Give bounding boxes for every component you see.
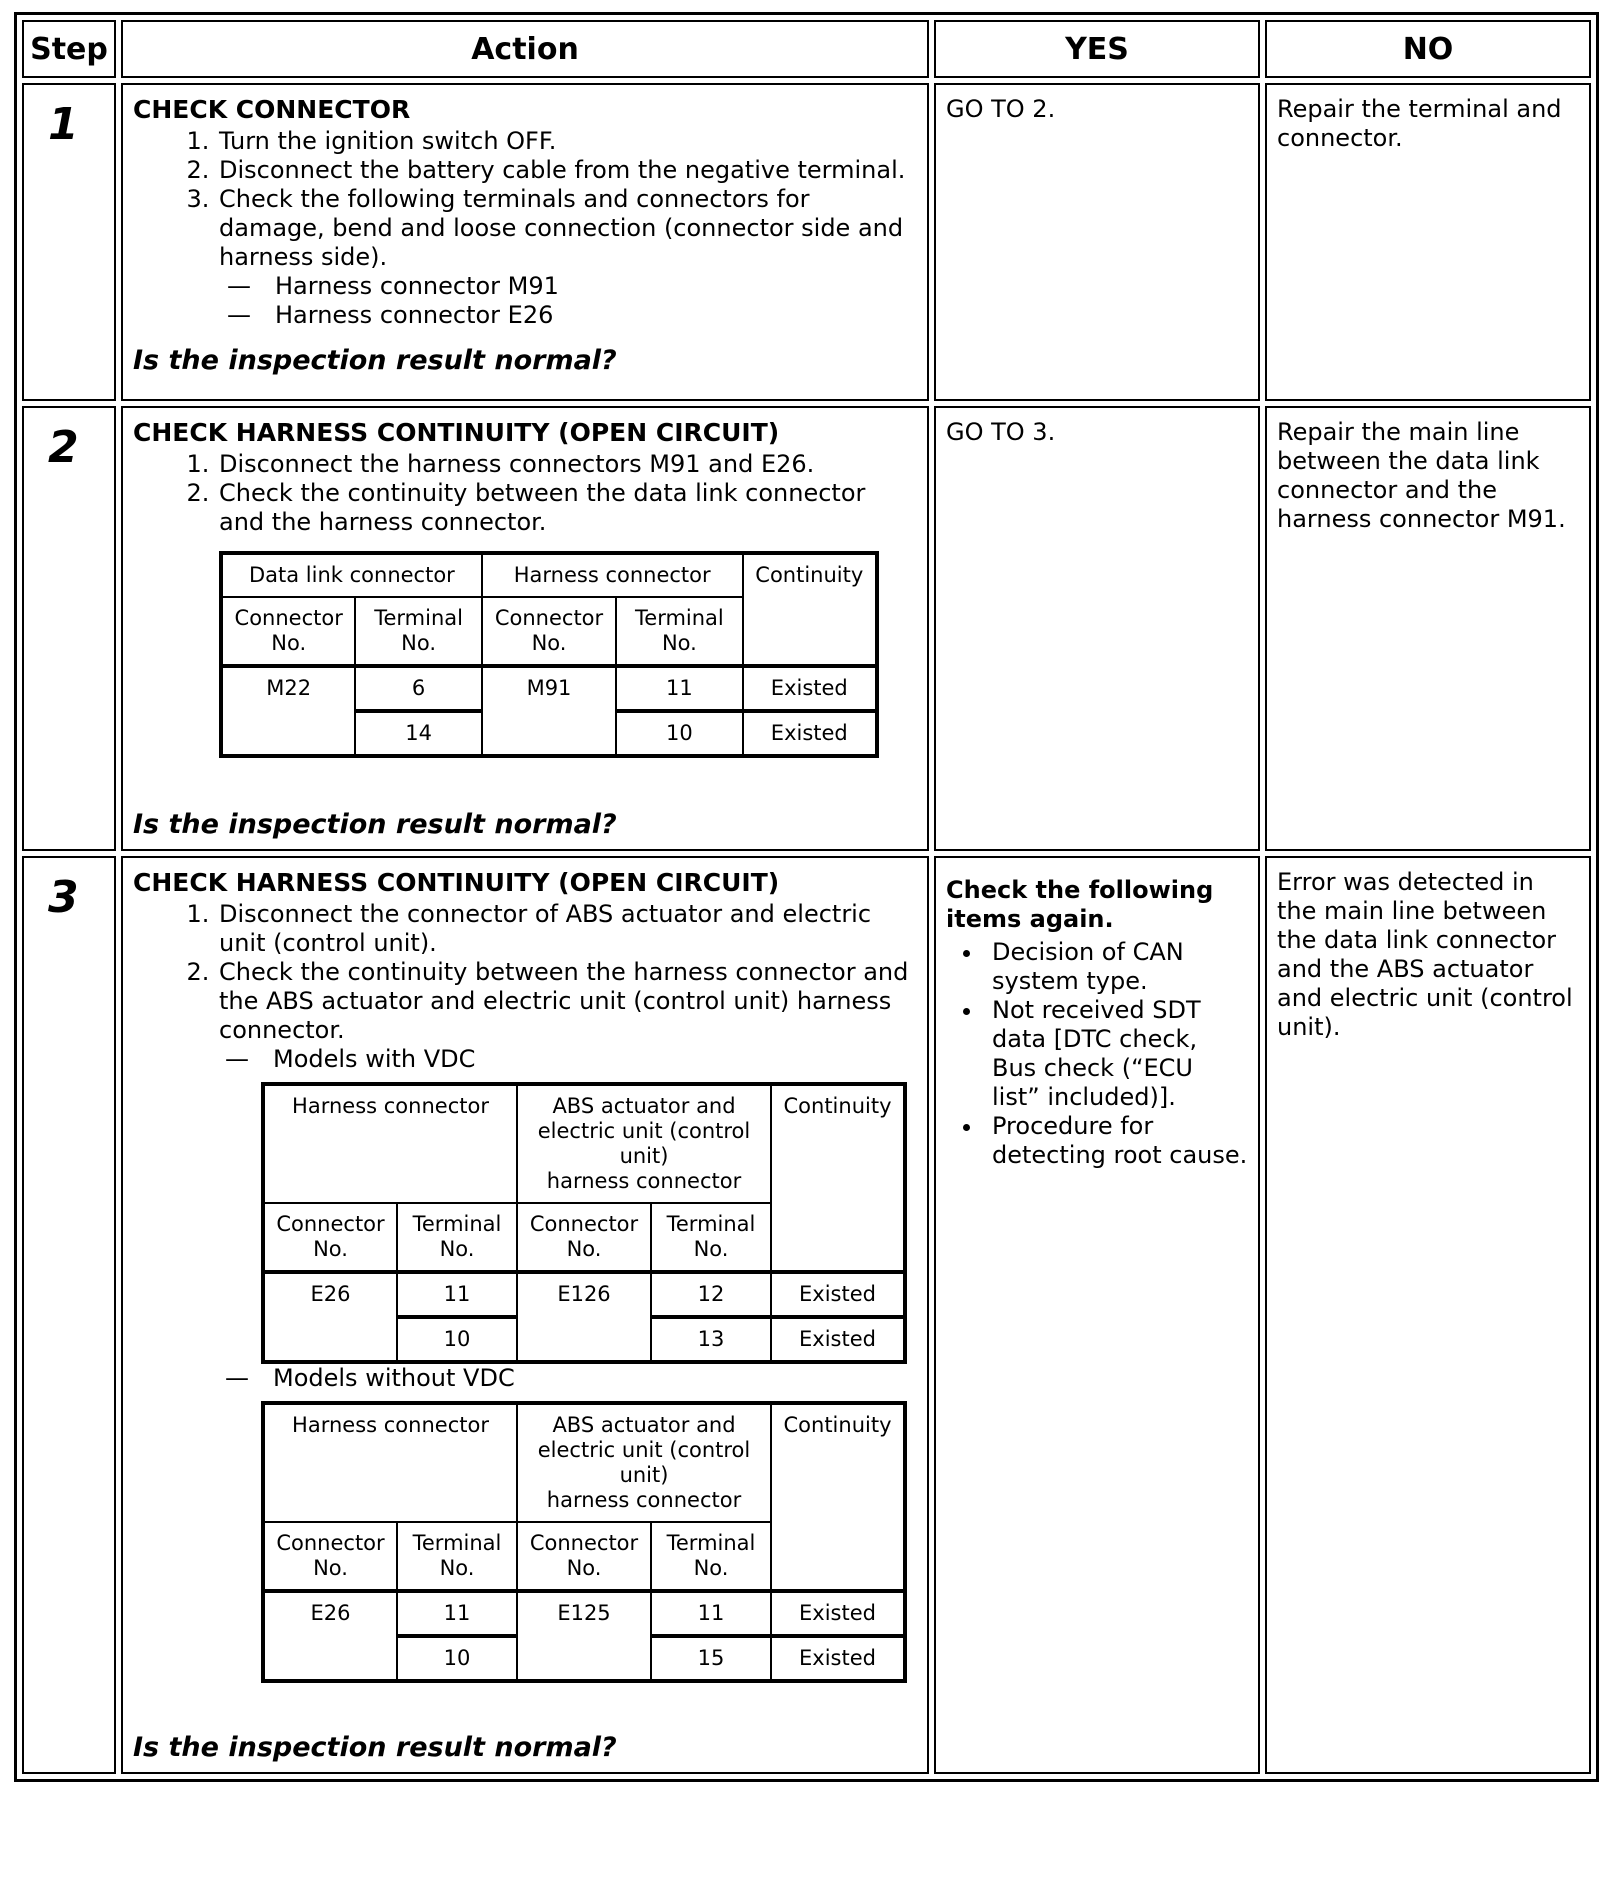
- no-cell-2: Repair the main line between the data link connector and the harness connector M91.: [1265, 406, 1591, 851]
- header-action: Action: [121, 20, 929, 78]
- continuity-header: Continuity: [771, 1403, 905, 1591]
- column-header: Terminal No.: [397, 1203, 517, 1272]
- continuity-table-no-vdc: [261, 1401, 907, 1683]
- terminal-cell: 11: [397, 1272, 517, 1317]
- header-step: Step: [22, 20, 116, 78]
- group-header: Data link connector: [221, 553, 482, 597]
- step-title-2: CHECK HARNESS CONTINUITY (OPEN CIRCUIT): [133, 418, 780, 447]
- step-number-3: 3: [22, 856, 116, 1774]
- sub-header-row: [221, 553, 877, 597]
- no-cell-3: Error was detected in the main line between the data link connector and the ABS actuator and electric unit (control unit).: [1265, 856, 1591, 1774]
- model-label-no-vdc: — Models without VDC: [225, 1364, 917, 1393]
- column-header: Connector No.: [221, 597, 355, 666]
- group-header-line: ABS actuator and electric unit (control unit): [537, 1094, 751, 1168]
- column-header: Terminal No.: [355, 597, 481, 666]
- step-item: 2. Disconnect the battery cable from the negative terminal.: [217, 156, 917, 185]
- terminal-cell: 6: [355, 666, 481, 711]
- result-cell: Existed: [743, 711, 877, 756]
- table-row: [263, 1272, 905, 1317]
- terminal-cell: 13: [651, 1317, 771, 1362]
- terminal-cell: 10: [616, 711, 742, 756]
- terminal-cell: 12: [651, 1272, 771, 1317]
- question-3: Is the inspection result normal?: [133, 1732, 617, 1763]
- column-header: Terminal No.: [616, 597, 742, 666]
- header-row: [22, 20, 1591, 78]
- continuity-table-step2: [219, 551, 879, 758]
- step-item: 1. Disconnect the connector of ABS actuator and electric unit (control unit).: [217, 900, 917, 958]
- result-cell: Existed: [771, 1636, 905, 1681]
- group-header: Harness connector: [482, 553, 743, 597]
- group-header: Harness connector: [263, 1084, 517, 1203]
- step-item: 2. Check the continuity between the data link connector and the harness connector.: [217, 479, 917, 537]
- connector-cell: E125: [517, 1591, 651, 1681]
- question-2: Is the inspection result normal?: [133, 809, 617, 840]
- step-item: 1. Disconnect the harness connectors M91 and E26.: [217, 450, 917, 479]
- question-1: Is the inspection result normal?: [133, 345, 617, 376]
- step-action-2: [121, 406, 929, 851]
- terminal-cell: 14: [355, 711, 481, 756]
- step-item-text: Check the following terminals and connectors for damage, bend and loose connection (connector side and harness side).: [219, 185, 904, 271]
- yes-title-3: Check the following items again.: [946, 876, 1214, 933]
- group-header: [517, 1403, 771, 1522]
- sub-header-row: [263, 1403, 905, 1522]
- connector-cell: M22: [221, 666, 355, 756]
- terminal-cell: 11: [616, 666, 742, 711]
- column-header: Terminal No.: [397, 1522, 517, 1591]
- table-row: [221, 666, 877, 711]
- step-row-3: [22, 856, 1591, 1774]
- subitem-list: [219, 272, 917, 330]
- yes-items-3: [946, 938, 1248, 1170]
- yes-cell-2: GO TO 3.: [934, 406, 1260, 851]
- step-row-2: [22, 406, 1591, 851]
- group-header-line: harness connector: [546, 1169, 742, 1193]
- result-cell: Existed: [771, 1317, 905, 1362]
- column-header: Connector No.: [263, 1522, 397, 1591]
- column-header: Connector No.: [517, 1522, 651, 1591]
- result-cell: Existed: [771, 1591, 905, 1636]
- group-header: Harness connector: [263, 1403, 517, 1522]
- column-header: Terminal No.: [651, 1203, 771, 1272]
- step-list-2: [133, 450, 917, 537]
- terminal-cell: 11: [397, 1591, 517, 1636]
- step-item: 2. Check the continuity between the harness connector and the ABS actuator and electric unit (control unit) harness connector.: [217, 958, 917, 1045]
- result-cell: Existed: [771, 1272, 905, 1317]
- group-header-line: harness connector: [546, 1488, 742, 1512]
- step-item: [217, 185, 917, 330]
- connector-cell: M91: [482, 666, 616, 756]
- group-header: [517, 1084, 771, 1203]
- column-header: Terminal No.: [651, 1522, 771, 1591]
- group-header-line: ABS actuator and electric unit (control unit): [537, 1413, 751, 1487]
- terminal-cell: 11: [651, 1591, 771, 1636]
- model-label-list: [133, 1045, 917, 1074]
- connector-cell: E26: [263, 1591, 397, 1681]
- terminal-cell: 10: [397, 1636, 517, 1681]
- step-row-1: [22, 83, 1591, 401]
- table-row: [263, 1591, 905, 1636]
- subitem: — Harness connector E26: [227, 301, 917, 330]
- step-number-1: 1: [22, 83, 116, 401]
- diagnosis-page: [14, 12, 1586, 1782]
- step-title-1: CHECK CONNECTOR: [133, 95, 411, 124]
- step-title-3: CHECK HARNESS CONTINUITY (OPEN CIRCUIT): [133, 868, 780, 897]
- subitem: — Harness connector M91: [227, 272, 917, 301]
- step-item: 1. Turn the ignition switch OFF.: [217, 127, 917, 156]
- column-header: Connector No.: [263, 1203, 397, 1272]
- list-item: • Not received SDT data [DTC check, Bus check (“ECU list” included)].: [984, 996, 1248, 1112]
- step-action-3: [121, 856, 929, 1774]
- continuity-header: Continuity: [743, 553, 877, 666]
- header-no: NO: [1265, 20, 1591, 78]
- continuity-table-vdc: [261, 1082, 907, 1364]
- terminal-cell: 10: [397, 1317, 517, 1362]
- step-list-1: [133, 127, 917, 330]
- no-cell-1: Repair the terminal and connector.: [1265, 83, 1591, 401]
- column-header: Connector No.: [517, 1203, 651, 1272]
- header-yes: YES: [934, 20, 1260, 78]
- yes-cell-3: [934, 856, 1260, 1774]
- terminal-cell: 15: [651, 1636, 771, 1681]
- model-label-list: [133, 1364, 917, 1393]
- diagnosis-table: [14, 12, 1599, 1782]
- step-list-3: [133, 900, 917, 1045]
- step-number-2: 2: [22, 406, 116, 851]
- list-item: • Procedure for detecting root cause.: [984, 1112, 1248, 1170]
- yes-cell-1: GO TO 2.: [934, 83, 1260, 401]
- step-action-1: [121, 83, 929, 401]
- sub-header-row: [263, 1084, 905, 1203]
- result-cell: Existed: [743, 666, 877, 711]
- model-label-vdc: — Models with VDC: [225, 1045, 917, 1074]
- connector-cell: E26: [263, 1272, 397, 1362]
- list-item: • Decision of CAN system type.: [984, 938, 1248, 996]
- connector-cell: E126: [517, 1272, 651, 1362]
- continuity-header: Continuity: [771, 1084, 905, 1272]
- column-header: Connector No.: [482, 597, 616, 666]
